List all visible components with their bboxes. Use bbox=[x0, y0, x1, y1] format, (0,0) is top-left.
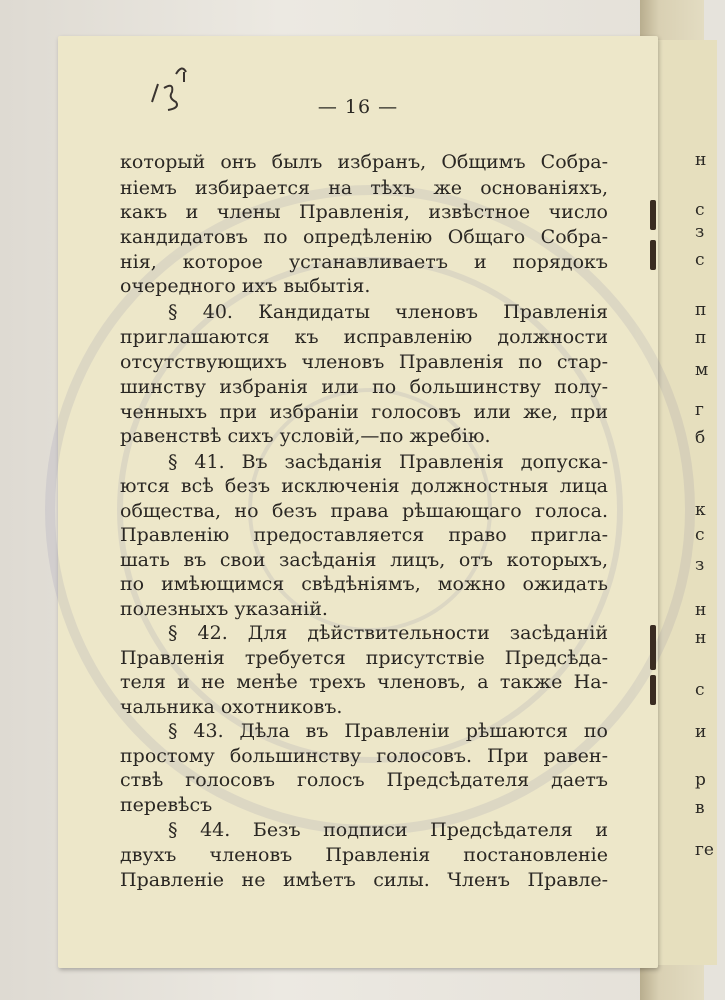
text-line: какъ и члены Правленія, извѣстное число bbox=[120, 201, 608, 223]
text-line: по имѣющимся свѣдѣніямъ, можно ожидать bbox=[120, 573, 608, 595]
next-page-letter: г bbox=[695, 400, 704, 420]
text-line: чальника охотниковъ. bbox=[120, 696, 343, 718]
next-page-letter: з bbox=[695, 222, 705, 242]
ink-mark bbox=[650, 200, 656, 230]
text-line: равенствѣ сихъ условій,—по жребію. bbox=[120, 425, 491, 447]
ink-mark bbox=[650, 625, 656, 670]
text-line: § 41. Въ засѣданія Правленія допуска- bbox=[168, 451, 608, 473]
next-page-letter: м bbox=[695, 360, 709, 380]
ink-mark bbox=[650, 675, 656, 705]
next-page-letter: с bbox=[695, 525, 705, 545]
text-line: ствѣ голосовъ голосъ Предсѣдателя даетъ bbox=[120, 769, 608, 791]
text-line: отсутствующихъ членовъ Правленія по стар- bbox=[120, 351, 608, 373]
text-line: полезныхъ указаній. bbox=[120, 598, 328, 620]
text-line: нія, которое устанавливаетъ и порядокъ bbox=[120, 251, 608, 273]
text-line: общества, но безъ права рѣшающаго голоса. bbox=[120, 500, 608, 522]
next-page-letter: и bbox=[695, 722, 707, 742]
next-page-letter: к bbox=[695, 500, 706, 520]
next-page-letter: з bbox=[695, 555, 705, 575]
text-line: шинству избранія или по большинству полу- bbox=[120, 376, 608, 398]
handwritten-annotation bbox=[146, 62, 206, 122]
text-line: очередного ихъ выбытія. bbox=[120, 275, 371, 297]
text-line: Правленія требуется присутствіе Предсѣда- bbox=[120, 647, 608, 669]
text-line: ются всѣ безъ исключенія должностныя лица bbox=[120, 475, 608, 497]
text-line: Правленію предоставляется право пригла- bbox=[120, 524, 608, 546]
next-page-letter: р bbox=[695, 770, 706, 790]
next-page-letter: ге bbox=[695, 840, 714, 860]
next-page-letter: с bbox=[695, 250, 705, 270]
next-page-letter: н bbox=[695, 628, 707, 648]
text-line: § 42. Для дѣйствительности засѣданій bbox=[168, 622, 608, 644]
next-page-letter: в bbox=[695, 798, 705, 818]
text-line: теля и не менѣе трехъ членовъ, а также На- bbox=[120, 671, 608, 693]
text-line: приглашаются къ исправленію должности bbox=[120, 326, 608, 348]
text-line: § 44. Безъ подписи Предсѣдателя и bbox=[168, 819, 608, 841]
ink-mark bbox=[650, 240, 656, 270]
text-line: который онъ былъ избранъ, Общимъ Собра- bbox=[120, 151, 608, 173]
next-page-letter: п bbox=[695, 300, 707, 320]
text-line: ченныхъ при избраніи голосовъ или же, при bbox=[120, 401, 608, 423]
next-page-letter: с bbox=[695, 200, 705, 220]
text-line: двухъ членовъ Правленія постановленіе bbox=[120, 844, 608, 866]
text-line: § 40. Кандидаты членовъ Правленія bbox=[168, 301, 608, 323]
text-line: простому большинству голосовъ. При равен- bbox=[120, 745, 608, 767]
text-line: шать въ свои засѣданія лицъ, отъ которыхъ, bbox=[120, 549, 608, 571]
next-page-letter: п bbox=[695, 328, 707, 348]
text-line: перевѣсъ bbox=[120, 794, 213, 816]
next-page-letter: н bbox=[695, 600, 707, 620]
page-number: — 16 — bbox=[317, 96, 399, 118]
text-line: кандидатовъ по опредѣленію Общаго Собра- bbox=[120, 226, 608, 248]
text-line: ніемъ избирается на тѣхъ же основаніяхъ, bbox=[120, 177, 608, 199]
next-page-letter: б bbox=[695, 428, 706, 448]
text-line: § 43. Дѣла въ Правленіи рѣшаются по bbox=[168, 720, 608, 742]
text-line: Правленіе не имѣетъ силы. Членъ Правле- bbox=[120, 869, 608, 891]
next-page-letter: с bbox=[695, 680, 705, 700]
next-page-letter: н bbox=[695, 150, 707, 170]
